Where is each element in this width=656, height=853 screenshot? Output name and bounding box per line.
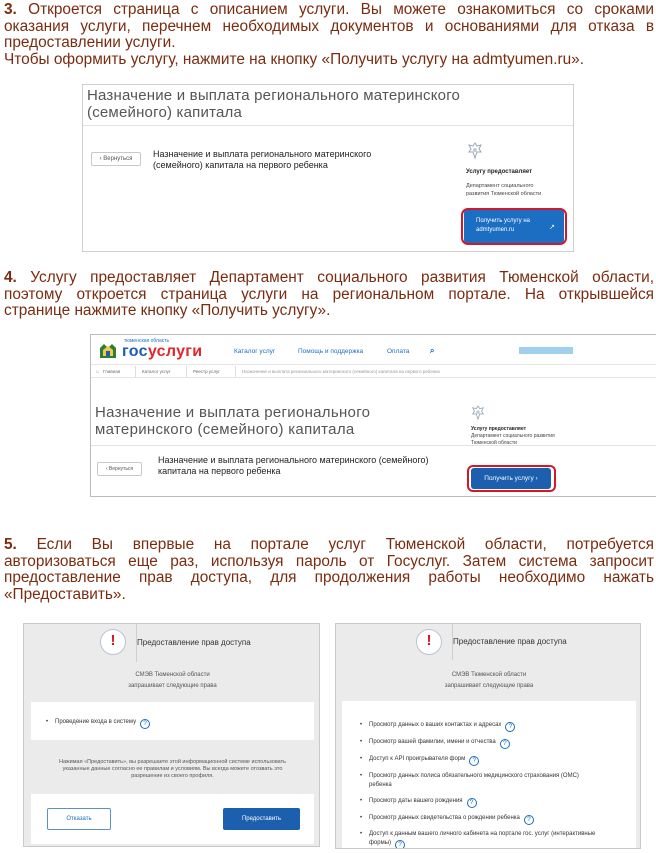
rights-list — [342, 701, 636, 849]
nav-catalog[interactable]: Каталог услуг — [234, 348, 276, 355]
nav-help[interactable]: Помощь и поддержка — [298, 348, 364, 355]
access-rights-dialog-data — [335, 623, 641, 849]
breadcrumb — [91, 365, 656, 378]
service-subtitle: Назначение и выплата регионального материнского (семейного) капитала на первого ребенка — [153, 149, 372, 170]
highlight-ring — [467, 465, 556, 492]
step-3-text: 3. Откроется страница с описанием услуги. Вы можете ознакомиться со сроками оказания услуги, перечнем необходимых документов и основаниями для отказа в предоставлении услуги. Чтобы оформить услугу, нажмите на кнопку «Получить услугу на admtyumen.ru». — [4, 1, 654, 68]
deny-button[interactable]: Отказать — [47, 808, 111, 830]
list-item: • Просмотр вашей фамилии, имени и отчества ? — [369, 739, 510, 749]
search-icon[interactable]: ⌕ — [430, 346, 435, 355]
alert-icon: ! — [100, 629, 126, 655]
breadcrumb-home[interactable]: Главная — [103, 369, 121, 374]
external-link-icon: ↗ — [549, 224, 555, 231]
highlight-ring — [461, 208, 567, 245]
divider — [91, 445, 656, 446]
list-item: • Просмотр данных о ваших контактах и адресах ? — [369, 722, 515, 732]
list-item: • Просмотр данных свидетельства о рождении ребенка ? — [369, 815, 534, 825]
back-button[interactable]: ‹ Вернуться — [97, 462, 142, 476]
service-page-screenshot — [82, 84, 574, 252]
divider — [83, 125, 573, 126]
page-title: Назначение и выплата регионального материнского (семейного) капитала — [95, 404, 371, 438]
home-icon[interactable]: ⌂ — [96, 369, 99, 374]
grant-button[interactable]: Предоставить — [223, 808, 300, 830]
dialog-title: Предоставление прав доступа — [453, 637, 567, 646]
list-item-continuation: ребенка — [369, 782, 392, 788]
nav-payment[interactable]: Оплата — [387, 348, 410, 355]
help-icon[interactable]: ? — [505, 722, 515, 732]
service-subtitle: Назначение и выплата регионального материнского (семейного) капитала на первого ребенка — [158, 455, 429, 476]
get-service-button[interactable]: Получить услугу › — [471, 468, 551, 489]
list-item-continuation: формы) ? — [369, 840, 405, 849]
provider-name: Департамент социального развития Тюменской области — [471, 433, 555, 446]
help-icon[interactable]: ? — [140, 719, 150, 729]
step-5-number: 5. — [4, 536, 17, 553]
provider-name: Департамент социального развития Тюменской области — [466, 183, 542, 197]
provider-heading: Услугу предоставляет — [471, 426, 527, 432]
breadcrumb-registry[interactable]: Реестр услуг — [193, 369, 220, 374]
step-5-text: 5. Если Вы впервые на портале услуг Тюменской области, потребуется авторизоваться еще раз, используя пароль от Госуслуг. Затем система запросит предоставление прав доступа, для продолжения работы необходимо нажать «Предоставить». — [4, 536, 654, 603]
list-item: • Доступ к данным вашего личного кабинета на портале гос. услуг (интерактивные — [369, 831, 629, 838]
dialog-footer — [31, 794, 314, 844]
gosuslugi-logo[interactable]: госуслуги — [122, 343, 203, 360]
consent-note: Нажимая «Предоставить», вы разрешаете этой информационной системе использовать указанные данные согласно ее правилам и условиям. Вы всегда можете отозвать это разрешение из своего профиля. — [58, 759, 287, 779]
dialog-title: Предоставление прав доступа — [137, 638, 251, 647]
portal-header — [91, 335, 656, 365]
help-icon[interactable]: ? — [500, 739, 510, 749]
back-button[interactable]: ‹ Вернуться — [91, 152, 141, 166]
step-4-text: 4. Услугу предоставляет Департамент социального развития Тюменской области, поэтому откроется страница услуги на региональном портале. На открывшейся странице нажмите кнопку «Получить услугу». — [4, 269, 654, 320]
requester-text: СМЭВ Тюменской области запрашивает следующие права — [128, 672, 217, 689]
alert-icon: ! — [416, 629, 442, 655]
list-item: • Просмотр даты вашего рождения ? — [369, 798, 477, 808]
get-service-admtyumen-button[interactable]: Получить услугу на admtyumen.ru ↗ — [464, 210, 564, 243]
page-title: Назначение и выплата регионального материнского (семейного) капитала — [87, 87, 461, 121]
list-item: • Проведение входа в систему ? — [55, 719, 150, 729]
coat-of-arms-icon — [467, 142, 483, 160]
step-3-number: 3. — [4, 1, 17, 18]
regional-portal-screenshot — [90, 334, 656, 497]
breadcrumb-catalog[interactable]: Каталог услуг — [142, 369, 171, 374]
help-icon[interactable]: ? — [467, 798, 477, 808]
rights-list — [31, 702, 314, 740]
step-4-number: 4. — [4, 269, 17, 286]
help-icon[interactable]: ? — [524, 815, 534, 825]
user-menu-bar[interactable] — [519, 347, 573, 354]
region-emblem-icon — [98, 340, 118, 360]
breadcrumb-current: Назначение и выплата регионального материнского (семейного) капитала на первого ребенка — [242, 369, 440, 374]
list-item: • Просмотр данных полиса обязательного медицинского страхования (ОМС) — [369, 773, 629, 780]
logo-region: тюменская область — [124, 338, 170, 344]
help-icon[interactable]: ? — [469, 756, 479, 766]
list-item: • Доступ к API проигрывателя форм ? — [369, 756, 479, 766]
access-rights-dialog-login — [23, 623, 320, 847]
provider-heading: Услугу предоставляет — [466, 169, 533, 175]
coat-of-arms-icon — [471, 405, 485, 421]
requester-text: СМЭВ Тюменской области запрашивает следующие права — [444, 672, 534, 689]
help-icon[interactable]: ? — [395, 840, 405, 849]
